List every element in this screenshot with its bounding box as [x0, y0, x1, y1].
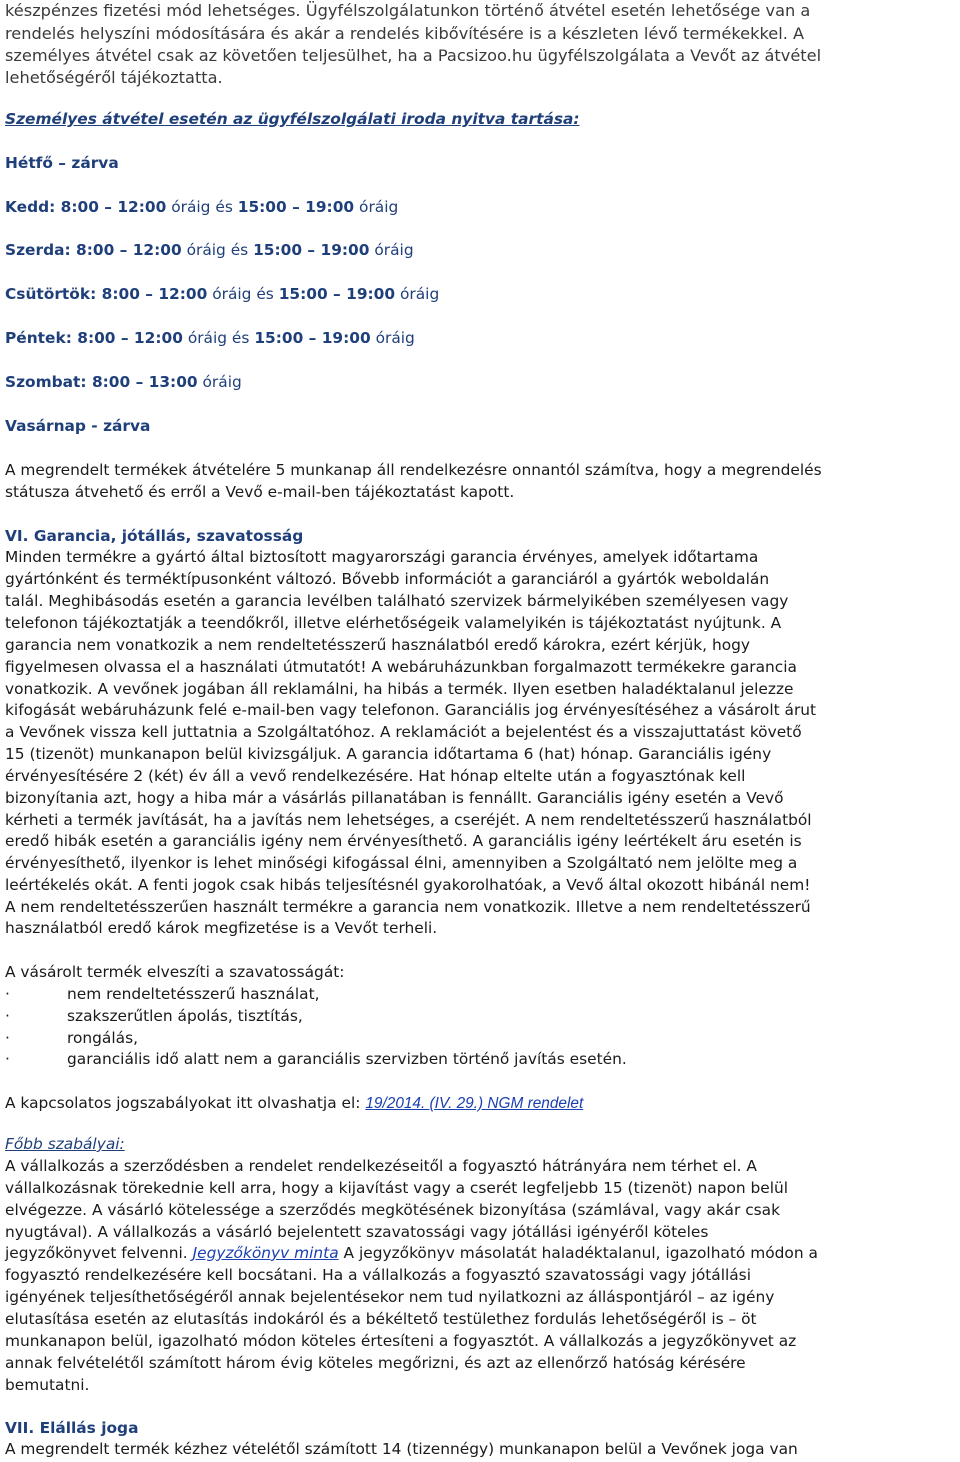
list-item: [5, 984, 320, 1004]
day-label: Csütörtök:: [5, 285, 97, 303]
bullet-icon: ·: [5, 1029, 10, 1047]
hours-mid: óráig és: [181, 241, 254, 259]
body-line: elvégezze. A vásárló kötelessége a szerződés megkötésének bizonyítása (számlával, vagy akár csak: [5, 1201, 781, 1219]
bullet-icon: ·: [5, 1050, 10, 1068]
opening-hours-heading: Személyes átvétel esetén az ügyfélszolgálati iroda nyitva tartása:: [5, 110, 580, 128]
body-line: figyelmesen olvassa el a használati útmutatót! A webáruházunkban forgalmazott termékekre garancia: [5, 658, 797, 676]
hours-row-thursday: [5, 284, 439, 304]
intro-line: rendelés helyszíni módosítására és akár a rendelés kibővítésére is a készleten lévő termékekkel. A: [5, 24, 805, 43]
body-line: garancia nem vonatkozik a nem rendeltetésszerű használatból eredő károkra, ezért kérjük, hogy: [5, 636, 751, 654]
hours-suffix: óráig: [197, 373, 242, 391]
hours-value: 8:00 – 12:00: [60, 198, 167, 216]
hours-value: 8:00 – 13:00: [91, 373, 198, 391]
day-label: Péntek:: [5, 329, 72, 347]
day-label: Kedd:: [5, 198, 56, 216]
body-line: A nem rendeltetésszerűen használt termékre a garancia nem vonatkozik. Illetve a nem rendeltetésszerű: [5, 898, 811, 916]
hours-mid: óráig és: [182, 329, 255, 347]
hours-value-2: 15:00 – 19:00: [253, 241, 370, 259]
hours-suffix: óráig: [354, 198, 399, 216]
intro-line: lehetőségéről tájékoztatta.: [5, 68, 223, 87]
body-line: érvényesíthető, ilyenkor is lehet minőségi kifogással élni, amennyiben a Szolgáltató nem jelölte meg a: [5, 854, 798, 872]
body-line: fogyasztó rendelkezésére kell bocsátani. Ha a vállalkozás a fogyasztó szavatossági vagy jótállási: [5, 1266, 751, 1284]
body-line: telefonon tájékoztatják a teendőkről, illetve elérhetőségeik valamelyikén is tájékoztatást nyújtunk. A: [5, 614, 782, 632]
pickup-note-line: A megrendelt termékek átvételére 5 munkanap áll rendelkezésre onnantól számítva, hogy a megrendelés: [5, 461, 822, 479]
hours-value: 8:00 – 12:00: [77, 329, 183, 347]
body-line: Minden termékre a gyártó által biztosított magyarországi garancia érvényes, amelyek időtartama: [5, 548, 759, 566]
law-reference-text: A kapcsolatos jogszabályokat itt olvashatja el:: [5, 1094, 366, 1112]
hours-row-sunday: [5, 416, 150, 436]
body-line: elutasítása esetén az elutasítás indokáról és a békéltető testülethez fordulás lehetőségéről is – öt: [5, 1310, 757, 1328]
section-7-heading: VII. Elállás joga: [5, 1419, 139, 1437]
hours-value-2: 15:00 – 19:00: [237, 198, 355, 216]
body-line: igényének teljesíthetőségéről annak bejelentésekor nem tud nyilatkozni az álláspontjáról – az igény: [5, 1288, 775, 1306]
body-text: jegyzőkönyvet felvenni.: [5, 1244, 193, 1262]
hours-mid: óráig és: [207, 285, 279, 303]
body-line: bizonyítania azt, hogy a hiba már a vásárlás pillanatában is fennállt. Garanciális igény esetén a Vevő: [5, 789, 784, 807]
protocol-template-link[interactable]: Jegyzőkönyv minta: [192, 1244, 339, 1262]
body-line: kifogását webáruházunk felé e-mail-ben vagy telefonon. Garanciális jog érvényesítéséhez a vásárolt árut: [5, 701, 817, 719]
body-line: vállalkozásnak törekednie kell arra, hogy a kijavítást vagy a cserét legfeljebb 15 (tizenöt) napon belül: [5, 1179, 789, 1197]
section-number: VI.: [5, 527, 29, 545]
day-label: Szombat:: [5, 373, 87, 391]
body-line: használatból eredő károk megfizetése is a Vevőt terheli.: [5, 919, 438, 937]
body-line: bemutatni.: [5, 1376, 90, 1394]
body-line: A vállalkozás a szerződésben a rendelet rendelkezéseitől a fogyasztó hátrányára nem térhet el. A: [5, 1157, 757, 1175]
hours-value: zárva: [71, 154, 119, 172]
body-line: eredő hibák esetén a garanciális igény nem érvényesíthető. A garanciális igény leértékelt áru esetén is: [5, 832, 802, 850]
body-line: leértékelés okát. A fenti jogok csak hibás teljesítésnél gyakorolhatóak, a Vevő által okozott hibánál nem!: [5, 876, 811, 894]
hours-row-wednesday: [5, 240, 414, 260]
hours-mid: óráig és: [166, 198, 238, 216]
day-label: Szerda:: [5, 241, 71, 259]
body-text: A jegyzőkönyv másolatát haladéktalanul, igazolható módon a: [338, 1244, 818, 1262]
rules-heading: Főbb szabályai:: [5, 1135, 125, 1153]
hours-value-2: 15:00 – 19:00: [278, 285, 396, 303]
intro-line: személyes átvétel csak az követően teljesülhet, ha a Pacsizoo.hu ügyfélszolgálata a Vevőt az átvétel: [5, 46, 822, 65]
body-line: gyártónként és terméktípusonként változó. Bővebb információt a garanciáról a gyártók weboldalán: [5, 570, 770, 588]
bullet-icon: ·: [5, 985, 10, 1003]
body-line: kérheti a termék javítását, ha a javítás nem lehetséges, a cseréjét. A nem rendeltetésszerű használatból: [5, 811, 812, 829]
list-item-text: szakszerűtlen ápolás, tisztítás,: [67, 1007, 303, 1025]
hours-suffix: óráig: [369, 241, 414, 259]
hours-value: 8:00 – 12:00: [76, 241, 182, 259]
list-item: [5, 1028, 138, 1048]
list-item-text: rongálás,: [67, 1029, 138, 1047]
body-line: vonatkozik. A vevőnek jogában áll reklamálni, ha hibás a termék. Ilyen esetben haladéktalanul jelezze: [5, 680, 794, 698]
separator: -: [85, 417, 104, 435]
separator: –: [52, 154, 72, 172]
pickup-note-line: státusza átvehető és erről a Vevő e-mail-ben tájékoztatást kapott.: [5, 483, 515, 501]
list-item-text: nem rendeltetésszerű használat,: [67, 985, 320, 1003]
day-label: Hétfő: [5, 154, 53, 172]
warranty-loss-heading: A vásárolt termék elveszíti a szavatosságát:: [5, 963, 345, 981]
section-6-heading: [5, 526, 303, 546]
law-reference-link[interactable]: 19/2014. (IV. 29.) NGM rendelet: [365, 1095, 584, 1112]
intro-line: készpénzes fizetési mód lehetséges. Ügyfélszolgálatunkon történő átvétel esetén lehetősége van a: [5, 1, 811, 20]
hours-row-monday: [5, 153, 119, 173]
body-line: munkanapon belül, igazolható módon köteles értesíteni a fogyasztót. A vállalkozás a jegyzőkönyvet az: [5, 1332, 797, 1350]
hours-row-friday: [5, 328, 415, 348]
hours-row-tuesday: [5, 197, 398, 217]
list-item-text: garanciális idő alatt nem a garanciális szervizben történő javítás esetén.: [67, 1050, 627, 1068]
law-reference-line: [5, 1093, 583, 1114]
day-label: Vasárnap: [5, 417, 86, 435]
body-line: [5, 1243, 818, 1263]
body-line: a Vevőnek vissza kell juttatnia a Szolgáltatóhoz. A reklamációt a bejelentést és a visszajuttatást követő: [5, 723, 802, 741]
hours-value-2: 15:00 – 19:00: [254, 329, 371, 347]
body-line: A megrendelt termék kézhez vételétől számított 14 (tizennégy) munkanapon belül a Vevőnek joga van: [5, 1440, 798, 1458]
body-line: érvényesítésére 2 (két) év áll a vevő rendelkezésére. Hat hónap eltelte után a fogyasztónak kell: [5, 767, 746, 785]
hours-suffix: óráig: [395, 285, 440, 303]
body-line: 15 (tizenöt) munkanapon belül kivizsgáljuk. A garancia időtartama 6 (hat) hónap. Garanciális igény: [5, 745, 772, 763]
hours-suffix: óráig: [370, 329, 415, 347]
hours-row-saturday: [5, 372, 242, 392]
body-line: nyugtával). A vállalkozás a vásárló bejelentett szavatossági vagy jótállási igényéről köteles: [5, 1223, 709, 1241]
body-line: annak felvételétől számított három évig köteles megőrizni, és azt az ellenőrző hatóság kérésére: [5, 1354, 746, 1372]
hours-value: 8:00 – 12:00: [101, 285, 208, 303]
hours-value: zárva: [103, 417, 151, 435]
bullet-icon: ·: [5, 1007, 10, 1025]
list-item: [5, 1006, 303, 1026]
section-title: Garancia, jótállás, szavatosság: [33, 527, 304, 545]
body-line: talál. Meghibásodás esetén a garancia levélben található szervizek bármelyikében személyesen vagy: [5, 592, 789, 610]
list-item: [5, 1049, 627, 1069]
